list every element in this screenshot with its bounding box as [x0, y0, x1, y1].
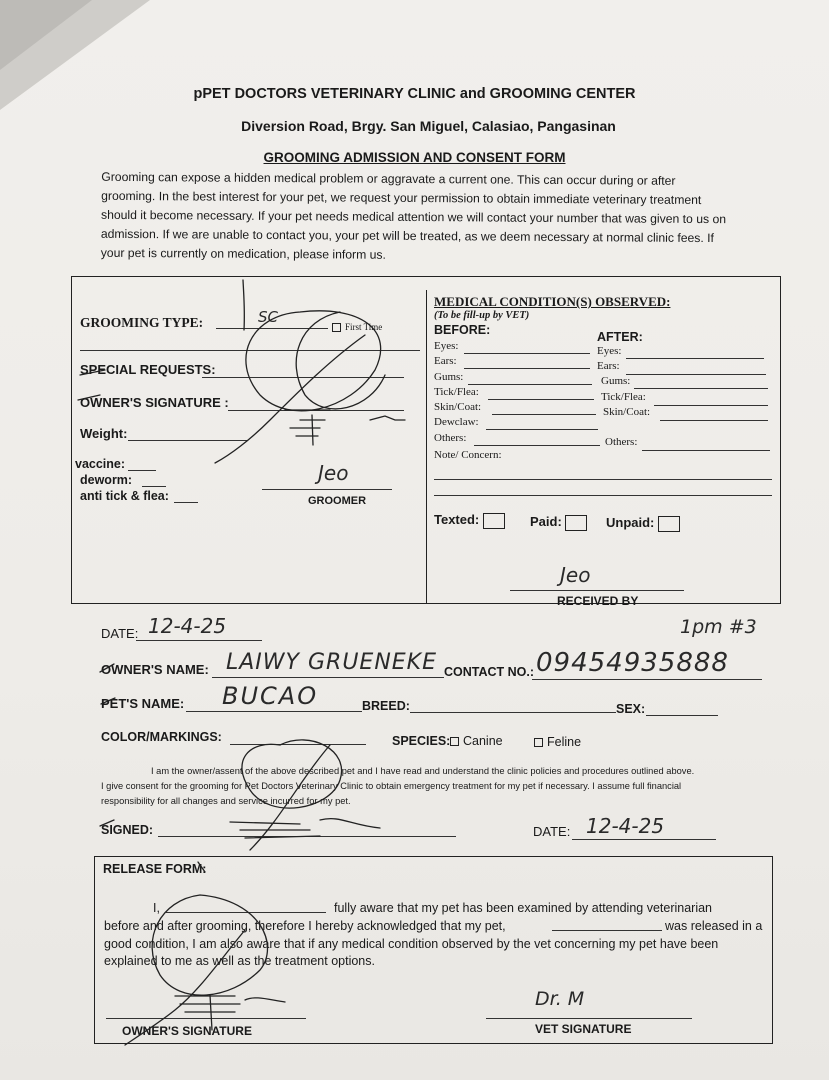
owner-signature-line[interactable]	[228, 410, 404, 411]
consent-text-1: I am the owner/assent of the above described pet and I have read and understand the clinic policies and procedures outlined above.	[151, 766, 695, 776]
date-value: 12-4-25	[148, 614, 227, 638]
after-ears-line[interactable]	[626, 374, 766, 375]
vet-signature-line[interactable]	[486, 1018, 692, 1019]
before-gums-label: Gums:	[434, 371, 464, 383]
owner-name-line[interactable]	[212, 677, 444, 678]
date2-value: 12-4-25	[586, 814, 665, 838]
owner-signature-release-line[interactable]	[106, 1018, 306, 1019]
canine-label: Canine	[463, 734, 503, 748]
release-line-2a: before and after grooming, therefore I hereby acknowledged that my pet,	[104, 919, 506, 933]
vet-signature: Dr. M	[535, 988, 585, 1010]
contact-line[interactable]	[532, 679, 762, 680]
antitick-line[interactable]	[174, 502, 198, 503]
canine-box[interactable]	[450, 737, 459, 746]
first-time-box[interactable]	[332, 323, 341, 332]
after-others-label: Others:	[605, 436, 638, 448]
release-line-2b: was released in a	[665, 919, 763, 933]
before-tick-label: Tick/Flea:	[434, 386, 479, 398]
contact-value: 09454935888	[536, 648, 729, 678]
before-label: BEFORE:	[434, 323, 491, 337]
release-line-3: good condition, I am also aware that if any medical condition observed by the vet concerning my pet have been	[104, 937, 719, 951]
contact-label: CONTACT NO.:	[444, 665, 535, 679]
owner-signature-label: OWNER'S SIGNATURE :	[80, 395, 229, 410]
first-time-label: First Time	[345, 322, 383, 332]
unpaid-label: Unpaid:	[606, 515, 655, 530]
date2-line[interactable]	[572, 839, 716, 840]
antitick-label: anti tick & flea:	[80, 489, 169, 503]
color-markings-label: COLOR/MARKINGS:	[101, 730, 222, 744]
before-dewclaw-label: Dewclaw:	[434, 416, 479, 428]
medical-title: MEDICAL CONDITION(S) OBSERVED:	[434, 294, 671, 309]
before-tick-line[interactable]	[488, 399, 594, 400]
before-others-line[interactable]	[474, 445, 600, 446]
special-requests-line[interactable]	[202, 377, 404, 378]
date-line[interactable]	[136, 640, 262, 641]
groomer-label: GROOMER	[308, 495, 367, 507]
breed-label: BREED:	[362, 699, 410, 713]
note-concern-label: Note/ Concern:	[434, 449, 502, 461]
form-title: GROOMING ADMISSION AND CONSENT FORM	[263, 150, 566, 165]
date-label: DATE:	[101, 626, 139, 641]
intro-paragraph: Grooming can expose a hidden medical problem or aggravate a current one. This can occur during or after grooming. In the best interest for your pet, we request your permission to obtain immediate veterinary treatment should it become necessary. If your pet needs medical attention we will contact your number that was given to us on admission. If we are unable to contact you, your pet will be treated, as we deem necessary at normal clinic fees. If your pet is currently on medication, please inform us.	[100, 169, 727, 262]
after-skin-label: Skin/Coat:	[603, 406, 651, 418]
time-note: 1pm #3	[680, 616, 757, 638]
groomer-line[interactable]	[262, 489, 392, 490]
release-line-4: explained to me as well as the treatment options.	[104, 954, 375, 968]
unpaid-box[interactable]	[658, 516, 680, 532]
before-ears-line[interactable]	[464, 368, 590, 369]
paid-checkbox[interactable]	[530, 514, 587, 531]
texted-box[interactable]	[483, 513, 505, 529]
vet-signature-label: VET SIGNATURE	[535, 1022, 632, 1036]
signed-label: SIGNED:	[101, 823, 154, 837]
before-dewclaw-line[interactable]	[486, 429, 598, 430]
folded-corner-shadow	[0, 0, 92, 70]
vaccine-line[interactable]	[128, 470, 156, 471]
received-by-line[interactable]	[510, 590, 684, 591]
note-line-1[interactable]	[434, 479, 772, 480]
after-tick-label: Tick/Flea:	[601, 391, 646, 403]
unpaid-checkbox[interactable]	[606, 515, 680, 532]
release-title: RELEASE FORM:	[103, 862, 207, 876]
weight-label: Weight:	[80, 426, 128, 441]
clinic-address: Diversion Road, Brgy. San Miguel, Calasiao, Pangasinan	[241, 118, 616, 134]
pet-name-label: PET'S NAME:	[101, 696, 185, 711]
paid-box[interactable]	[565, 515, 587, 531]
owner-signature-release-label: OWNER'S SIGNATURE	[122, 1024, 252, 1038]
after-skin-line[interactable]	[660, 420, 768, 421]
after-others-line[interactable]	[642, 450, 770, 451]
column-divider	[426, 290, 427, 603]
before-eyes-label: Eyes:	[434, 340, 459, 352]
after-tick-line[interactable]	[654, 405, 768, 406]
pet-name-line[interactable]	[186, 711, 362, 712]
before-gums-line[interactable]	[468, 384, 592, 385]
signed-line[interactable]	[158, 836, 456, 837]
owner-name-label: OWNER'S NAME:	[101, 662, 209, 677]
date2-label: DATE:	[533, 824, 571, 839]
grooming-type-value: SC	[258, 308, 278, 326]
pet-name-value: BUCAO	[222, 682, 319, 710]
after-ears-label: Ears:	[597, 360, 620, 372]
clinic-name: pPET DOCTORS VETERINARY CLINIC and GROOMING CENTER	[193, 86, 636, 102]
sex-line[interactable]	[646, 715, 718, 716]
release-name-line[interactable]	[166, 912, 326, 913]
sex-label: SEX:	[616, 702, 646, 716]
canine-option[interactable]	[450, 734, 503, 748]
after-eyes-label: Eyes:	[597, 345, 622, 357]
groomer-signature: Jeo	[318, 461, 349, 485]
after-eyes-line[interactable]	[626, 358, 764, 359]
grooming-type-line[interactable]	[216, 328, 328, 329]
release-line-1-rest: fully aware that my pet has been examined by attending veterinarian	[334, 901, 713, 915]
vaccine-label: vaccine:	[75, 457, 126, 471]
before-eyes-line[interactable]	[464, 353, 590, 354]
weight-line[interactable]	[128, 440, 248, 441]
feline-option[interactable]	[534, 735, 581, 749]
feline-box[interactable]	[534, 738, 543, 747]
feline-label: Feline	[547, 735, 582, 749]
before-others-label: Others:	[434, 432, 467, 444]
grooming-type-label: GROOMING TYPE:	[80, 315, 204, 330]
owner-name-value: LAIWY GRUENEKE	[226, 650, 438, 675]
after-label: AFTER:	[597, 330, 643, 344]
after-gums-label: Gums:	[601, 375, 631, 387]
before-skin-label: Skin/Coat:	[434, 401, 482, 413]
texted-label: Texted:	[434, 512, 480, 527]
deworm-label: deworm:	[80, 473, 133, 487]
consent-text-3: responsibility for all changes and service incurred for my pet.	[101, 796, 351, 806]
before-ears-label: Ears:	[434, 355, 457, 367]
release-line-1	[153, 899, 160, 917]
grooming-extra-line	[80, 350, 420, 351]
medical-subtitle: (To be fill-up by VET)	[434, 310, 530, 321]
release-pet-line[interactable]	[552, 930, 662, 931]
before-skin-line[interactable]	[492, 414, 596, 415]
after-gums-line[interactable]	[634, 388, 768, 389]
breed-line[interactable]	[410, 712, 616, 713]
note-line-2[interactable]	[434, 495, 772, 496]
color-markings-line[interactable]	[230, 744, 366, 745]
received-by-label: RECEIVED BY	[557, 594, 639, 608]
consent-text-2: I give consent for the grooming for Pet Doctors Veterinary Clinic to obtain emergency treatment for my pet if necessary. I assume full financial	[101, 781, 682, 791]
received-by-signature: Jeo	[560, 563, 591, 587]
first-time-checkbox[interactable]	[332, 322, 382, 332]
deworm-line[interactable]	[142, 486, 166, 487]
texted-checkbox[interactable]	[434, 512, 505, 529]
species-label: SPECIES:	[392, 734, 451, 748]
release-i-label: I,	[153, 901, 160, 915]
paid-label: Paid:	[530, 514, 562, 529]
special-requests-label: SPECIAL REQUESTS:	[80, 362, 216, 377]
